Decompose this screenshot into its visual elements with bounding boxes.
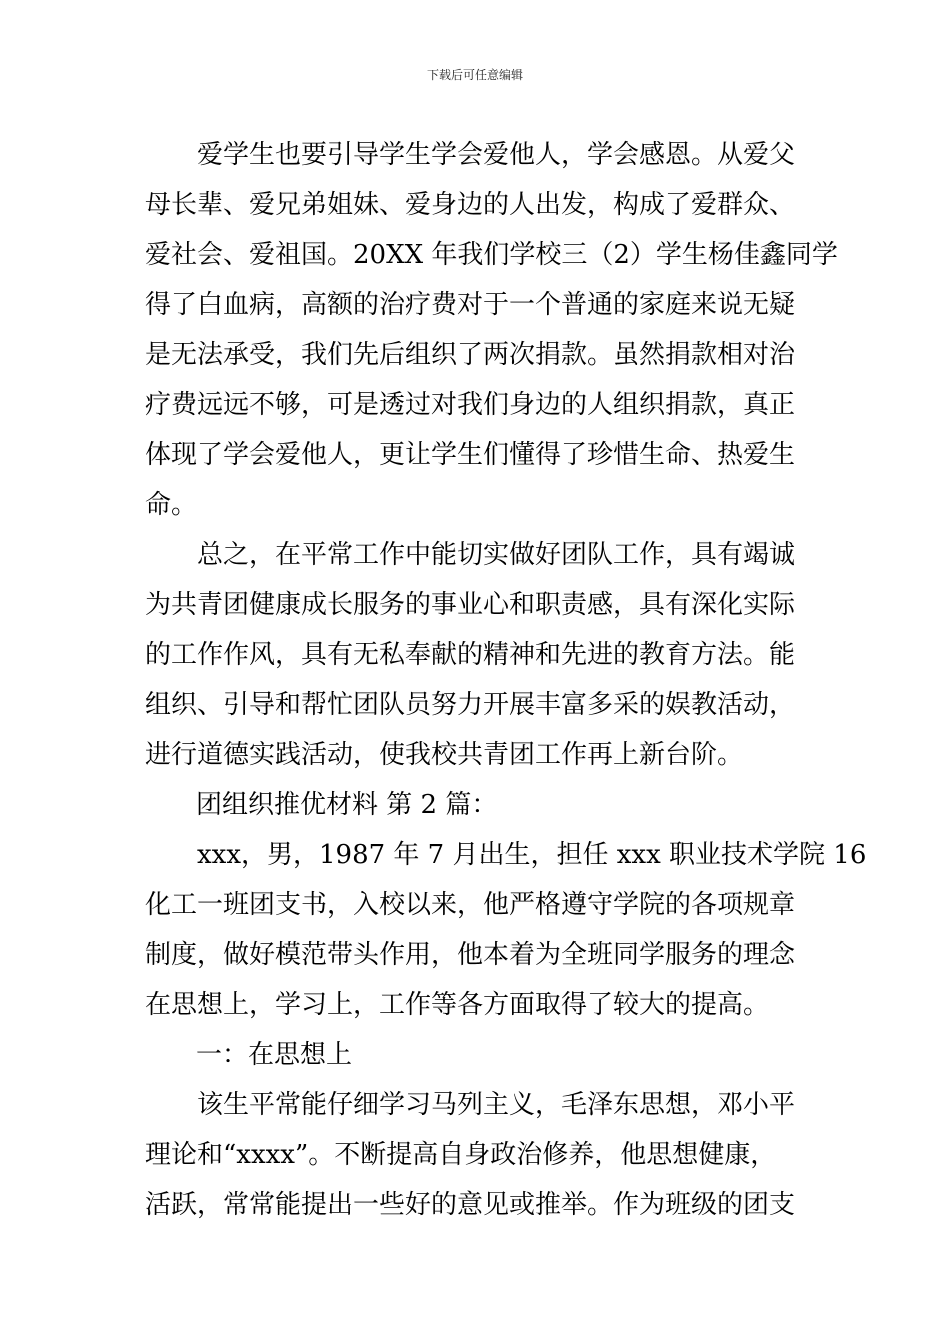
paragraph-line: 总之，在平常工作中能切实做好团队工作，具有竭诚 <box>197 540 796 570</box>
paragraph-line: 是无法承受，我们先后组织了两次捐款。虽然捐款相对治 <box>145 340 796 370</box>
paragraph-line: 体现了学会爱他人，更让学生们懂得了珍惜生命、热爱生 <box>145 440 796 470</box>
paragraph-line: 疗费远远不够，可是透过对我们身边的人组织捐款，真正 <box>145 390 796 420</box>
paragraph-line: 为共青团健康成长服务的事业心和职责感，具有深化实际 <box>145 590 796 620</box>
paragraph-line: 组织、引导和帮忙团队员努力开展丰富多采的娱教活动， <box>145 690 796 720</box>
paragraph-line: 母长辈、爱兄弟姐妹、爱身边的人出发，构成了爱群众、 <box>145 190 796 220</box>
section-heading: 团组织推优材料 第 2 篇： <box>196 790 498 820</box>
paragraph-line: 爱社会、爱祖国。20XX 年我们学校三（2）学生杨佳鑫同学 <box>145 240 838 270</box>
paragraph-line: 命。 <box>145 490 198 520</box>
sub-heading: 一：在思想上 <box>196 1040 353 1070</box>
paragraph-line: 进行道德实践活动，使我校共青团工作再上新台阶。 <box>145 740 744 770</box>
paragraph-line: 的工作作风，具有无私奉献的精神和先进的教育方法。能 <box>145 640 796 670</box>
paragraph-line: 该生平常能仔细学习马列主义，毛泽东思想，邓小平 <box>197 1090 796 1120</box>
page-header: 下载后可任意编辑 <box>426 68 523 82</box>
paragraph-line: 化工一班团支书，入校以来，他严格遵守学院的各项规章 <box>145 890 796 920</box>
paragraph-line: 得了白血病，高额的治疗费对于一个普通的家庭来说无疑 <box>145 290 796 320</box>
paragraph-line: xxx，男，1987 年 7 月出生，担任 xxx 职业技术学院 16 <box>197 840 867 870</box>
paragraph-line: 在思想上，学习上，工作等各方面取得了较大的提高。 <box>145 990 770 1020</box>
paragraph-line: 制度，做好模范带头作用，他本着为全班同学服务的理念 <box>145 940 796 970</box>
paragraph-line: 理论和“xxxx”。不断提高自身政治修养，他思想健康， <box>145 1140 777 1170</box>
paragraph-line: 爱学生也要引导学生学会爱他人，学会感恩。从爱父 <box>197 140 796 170</box>
paragraph-line: 活跃，常常能提出一些好的意见或推举。作为班级的团支 <box>145 1190 796 1220</box>
